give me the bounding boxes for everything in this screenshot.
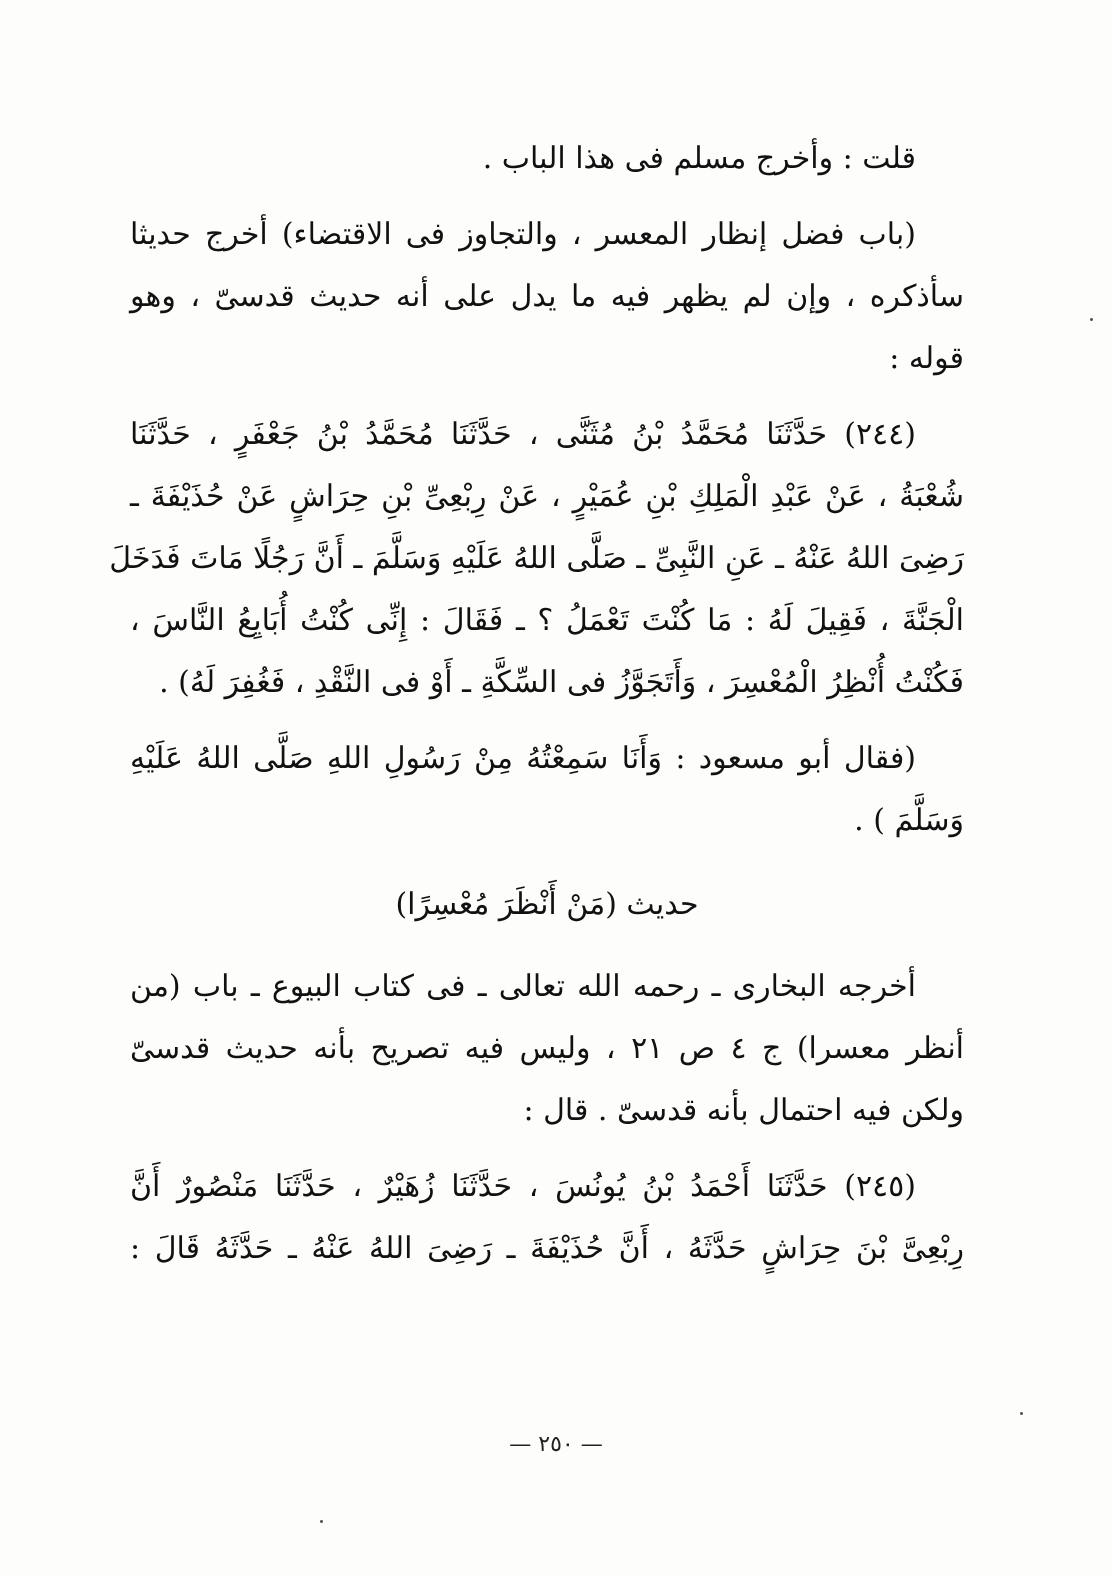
text-line: أنظر معسرا) ج ٤ ص ٢١ ، وليس فيه تصريح بأنه حديث قدسىّ (130, 1031, 965, 1066)
scan-speck (1020, 1412, 1023, 1415)
text-line: قوله : (889, 341, 964, 376)
text-body (109, 128, 965, 1294)
text-line: شُعْبَةُ ، عَنْ عَبْدِ الْمَلِكِ بْنِ عُمَيْرٍ ، عَنْ رِبْعِىِّ بْنِ حِرَاشٍ عَنْ حُذَيْفَةَ ـ (130, 479, 964, 514)
text-line: (٢٤٥) حَدَّثَنَا أَحْمَدُ بْنُ يُونُسَ ، حَدَّثَنَا زُهَيْرٌ ، حَدَّثَنَا مَنْصُورٌ أَنَّ (130, 1169, 916, 1204)
text-line: (باب فضل إنظار المعسر ، والتجاوز فى الاقتضاء) أخرج حديثا (130, 217, 916, 252)
text-line: أخرجه البخارى ـ رحمه الله تعالى ـ فى كتاب البيوع ـ باب (من (130, 969, 916, 1004)
hadith-245 (130, 1156, 964, 1280)
text-line: رَضِىَ اللهُ عَنْهُ ـ عَنِ النَّبِىِّ ـ صَلَّى اللهُ عَلَيْهِ وَسَلَّمَ ـ أَنَّ رَجُلًا مَاتَ فَدَخَلَ (109, 541, 964, 576)
text-line: رِبْعِىَّ بْنَ حِرَاشٍ حَدَّثَهُ ، أَنَّ حُذَيْفَةَ ـ رَضِىَ اللهُ عَنْهُ ـ حَدَّثَهُ قَالَ : (130, 1231, 964, 1266)
page-number: — ٢٥٠ — (509, 1432, 603, 1457)
scan-speck (1090, 318, 1093, 321)
paragraph-bukhari (130, 956, 964, 1142)
section-heading: حديث (مَنْ أَنْظَرَ مُعْسِرًا) (395, 887, 699, 922)
text-line: (فقال أبو مسعود : وَأَنَا سَمِعْتُهُ مِنْ رَسُولِ اللهِ صَلَّى اللهُ عَلَيْهِ (130, 741, 916, 776)
text-line: الْجَنَّةَ ، فَقِيلَ لَهُ : مَا كُنْتَ تَعْمَلُ ؟ ـ فَقَالَ : إِنِّى كُنْتُ أُبَايِعُ النَّاسَ ، (130, 603, 964, 638)
text-line: فَكُنْتُ أُنْظِرُ الْمُعْسِرَ ، وَأَتَجَوَّزُ فى السِّكَّةِ ـ أَوْ فى النَّقْدِ ، فَغُفِرَ لَهُ) . (159, 665, 964, 700)
text-line: ولكن فيه احتمال بأنه قدسىّ . قال : (523, 1093, 964, 1128)
text-line: (٢٤٤) حَدَّثَنَا مُحَمَّدُ بْنُ مُثَنَّى ، حَدَّثَنَا مُحَمَّدُ بْنُ جَعْفَرٍ ، حَدَّثَنَا (130, 417, 916, 452)
scan-speck (320, 1520, 323, 1523)
text-line: قلت : وأخرج مسلم فى هذا الباب . (482, 141, 916, 176)
hadith-244 (109, 404, 964, 714)
paragraph-abu-masud (130, 728, 964, 852)
text-line: سأذكره ، وإن لم يظهر فيه ما يدل على أنه حديث قدسىّ ، وهو (130, 279, 964, 314)
text-line: وَسَلَّمَ ) . (854, 803, 964, 838)
paragraph-intro (130, 128, 964, 190)
paragraph-bab (130, 204, 964, 390)
